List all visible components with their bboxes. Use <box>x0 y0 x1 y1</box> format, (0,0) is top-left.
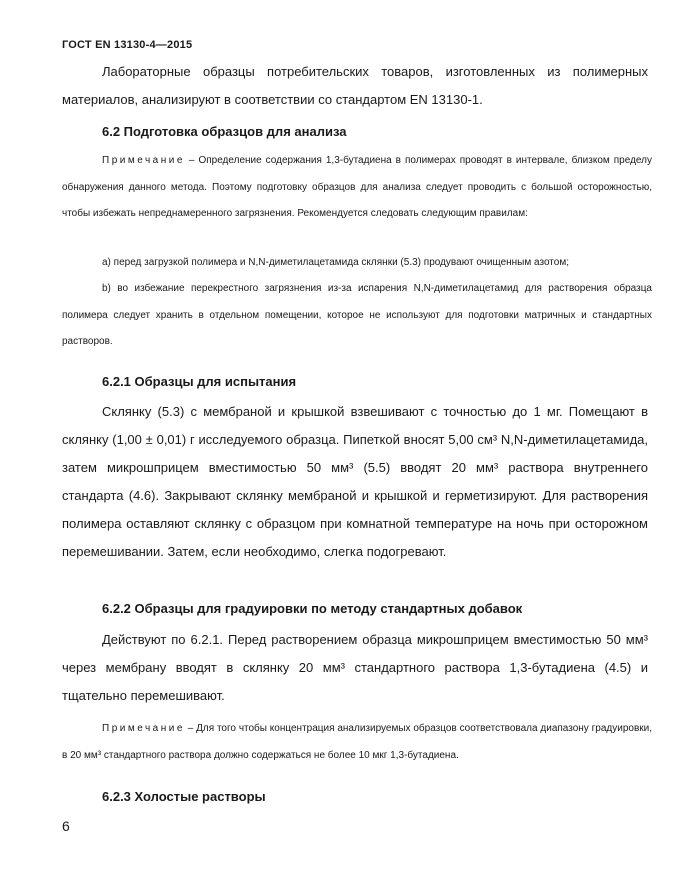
page-number: 6 <box>62 818 70 834</box>
section-6-2-1-heading: 6.2.1 Образцы для испытания <box>102 374 297 389</box>
section-6-2-note <box>62 148 652 228</box>
intro-paragraph: Лабораторные образцы потребительских товаров, изготовленных из полимерных материалов, анализируют в соответствии со стандартом EN 13130-1. <box>62 64 648 107</box>
standard-header: ГОСТ EN 13130-4—2015 <box>62 39 193 51</box>
note-text: – Для того чтобы концентрация анализируемых образцов соответствовала диапазону градуировки, в 20 мм³ стандартного раствора должно содержаться не более 10 мкг 1,3-бутадиена. <box>62 723 652 761</box>
note-label: Примечание <box>102 723 185 734</box>
rule-b: b) во избежание перекрестного загрязнения из-за испарения N,N-диметилацетамид для растворения образца полимера следует хранить в отдельном помещении, которое не используют для подготовки матричных и стандартных растворов. <box>62 283 652 347</box>
note-text: – Определение содержания 1,3-бутадиена в полимерах проводят в интервале, близком пределу обнаружения данного метода. Поэтому подготовку образцов для анализа следует проводить с большой осторожностью, чтобы избежать непреднамеренного загрязнения. Рекомендуется следовать следующим правилам: <box>62 155 652 219</box>
note-label: Примечание <box>102 155 185 166</box>
section-6-2-2-heading: 6.2.2 Образцы для градуировки по методу стандартных добавок <box>102 601 523 616</box>
rule-a: а) перед загрузкой полимера и N,N-диметилацетамида склянки (5.3) продувают очищенным азотом; <box>102 257 569 268</box>
section-6-2-2-text: Действуют по 6.2.1. Перед растворением образца микрошприцем вместимостью 50 мм³ через мембрану вводят в склянку 20 мм³ стандартного раствора 1,3-бутадиена (4.5) и тщательно перемешивают. <box>62 632 648 703</box>
section-6-2-heading: 6.2 Подготовка образцов для анализа <box>102 124 347 139</box>
section-6-2-1-text: Склянку (5.3) с мембраной и крышкой взвешивают с точностью до 1 мг. Помещают в склянку (1,00 ± 0,01) г исследуемого образца. Пипеткой вносят 5,00 см³ N,N-диметилацетамида, затем микрошприцем вместимостью 50 мм³ (5.5) вводят 20 мм³ раствора внутреннего стандарта (4.6). Закрывают склянку мембраной и крышкой и герметизируют. Для растворения полимера оставляют склянку с образцом при комнатной температуре на ночь при осторожном перемешивании. Затем, если необходимо, слегка подогревают. <box>62 404 648 559</box>
section-6-2-3-heading: 6.2.3 Холостые растворы <box>102 789 266 804</box>
section-6-2-2-note <box>62 716 652 769</box>
